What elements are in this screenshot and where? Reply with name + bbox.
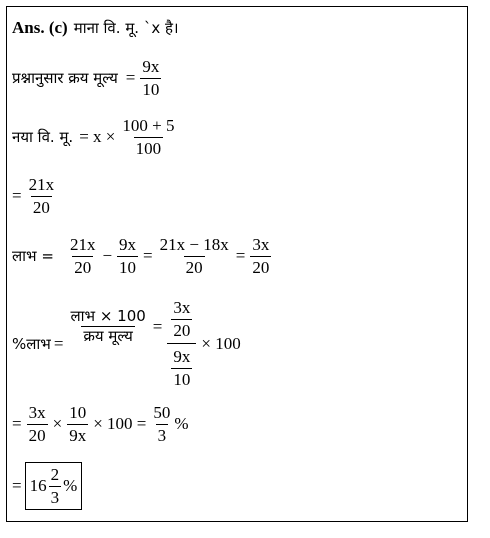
compound-denominator xyxy=(167,343,196,389)
fraction-4 xyxy=(250,235,271,277)
denominator: 10 xyxy=(142,79,160,99)
denominator: 10 xyxy=(119,257,137,277)
top-fraction xyxy=(171,298,192,340)
numerator: 100 + 5 xyxy=(122,116,175,135)
new-selling-price-line xyxy=(12,116,178,158)
final-answer-box xyxy=(25,462,83,510)
result-fraction xyxy=(151,403,172,445)
percent-calc-line xyxy=(12,403,189,445)
times-sign: × xyxy=(52,414,63,434)
fraction-3 xyxy=(158,235,231,277)
assumption-text: माना वि. मू. `x है। xyxy=(73,19,179,37)
fraction-2 xyxy=(117,235,138,277)
final-answer-line xyxy=(12,462,82,510)
numerator: 9x xyxy=(142,57,160,76)
numerator: 21x xyxy=(69,235,96,254)
equals-times: = x × xyxy=(79,127,116,147)
fraction-1 xyxy=(27,403,48,445)
denominator: क्रय मूल्य xyxy=(83,327,133,346)
equals-sign: = xyxy=(12,186,22,206)
equals-sign: = xyxy=(12,414,22,434)
denominator: 3 xyxy=(157,425,167,445)
compound-fraction xyxy=(167,298,196,389)
minus-sign: − xyxy=(102,246,113,266)
denominator: 20 xyxy=(173,320,191,340)
cost-price-line xyxy=(12,57,163,99)
equals-sign: = xyxy=(152,316,163,336)
denominator: 20 xyxy=(185,257,203,277)
answer-label: Ans. (c) xyxy=(12,18,68,37)
percent-sign: % xyxy=(63,476,78,496)
bottom-fraction xyxy=(171,347,192,389)
times-hundred: × 100 xyxy=(201,333,241,353)
profit-label: लाभ = xyxy=(12,247,54,266)
times-hundred-equals: × 100 = xyxy=(93,414,147,434)
profit-percent-line xyxy=(12,298,244,389)
denominator: 20 xyxy=(252,257,270,277)
numerator: 21x xyxy=(28,175,55,194)
compound-numerator xyxy=(167,298,196,343)
cost-price-fraction xyxy=(140,57,161,99)
numerator: लाभ × 100 xyxy=(70,306,146,325)
profit-formula-fraction xyxy=(68,308,147,346)
equals-sign: = xyxy=(143,246,153,266)
denominator: 100 xyxy=(135,138,162,158)
profit-line xyxy=(12,235,273,277)
denominator: 3 xyxy=(50,487,60,507)
numerator: 3x xyxy=(173,298,191,317)
price-fraction xyxy=(27,175,57,217)
numerator: 3x xyxy=(28,403,46,422)
markup-fraction xyxy=(120,116,176,158)
denominator: 9x xyxy=(69,425,87,445)
numerator: 10 xyxy=(69,403,87,422)
fraction-1 xyxy=(68,235,98,277)
numerator: 9x xyxy=(119,235,137,254)
fraction-2 xyxy=(67,403,88,445)
simplified-price-line xyxy=(12,175,58,217)
equals-sign: = xyxy=(12,476,22,496)
numerator: 21x − 18x xyxy=(159,235,229,254)
new-selling-price-label: नया वि. मू. xyxy=(12,128,74,147)
denominator: 10 xyxy=(173,369,191,389)
equals-sign: = xyxy=(125,68,136,88)
percent-sign: % xyxy=(174,414,189,434)
numerator: 2 xyxy=(50,465,60,484)
numerator: 50 xyxy=(153,403,171,422)
whole-part: 16 xyxy=(29,476,47,496)
equals-sign: = xyxy=(235,246,246,266)
numerator: 9x xyxy=(173,347,191,367)
denominator: 20 xyxy=(32,197,50,217)
answer-line xyxy=(12,18,179,38)
fraction-part xyxy=(49,465,62,507)
numerator: 3x xyxy=(252,235,270,254)
denominator: 20 xyxy=(74,257,92,277)
profit-percent-label: %लाभ xyxy=(12,334,51,353)
equals-sign: = xyxy=(53,333,64,353)
denominator: 20 xyxy=(28,425,46,445)
cost-price-label: प्रश्नानुसार क्रय मूल्य xyxy=(12,69,118,88)
